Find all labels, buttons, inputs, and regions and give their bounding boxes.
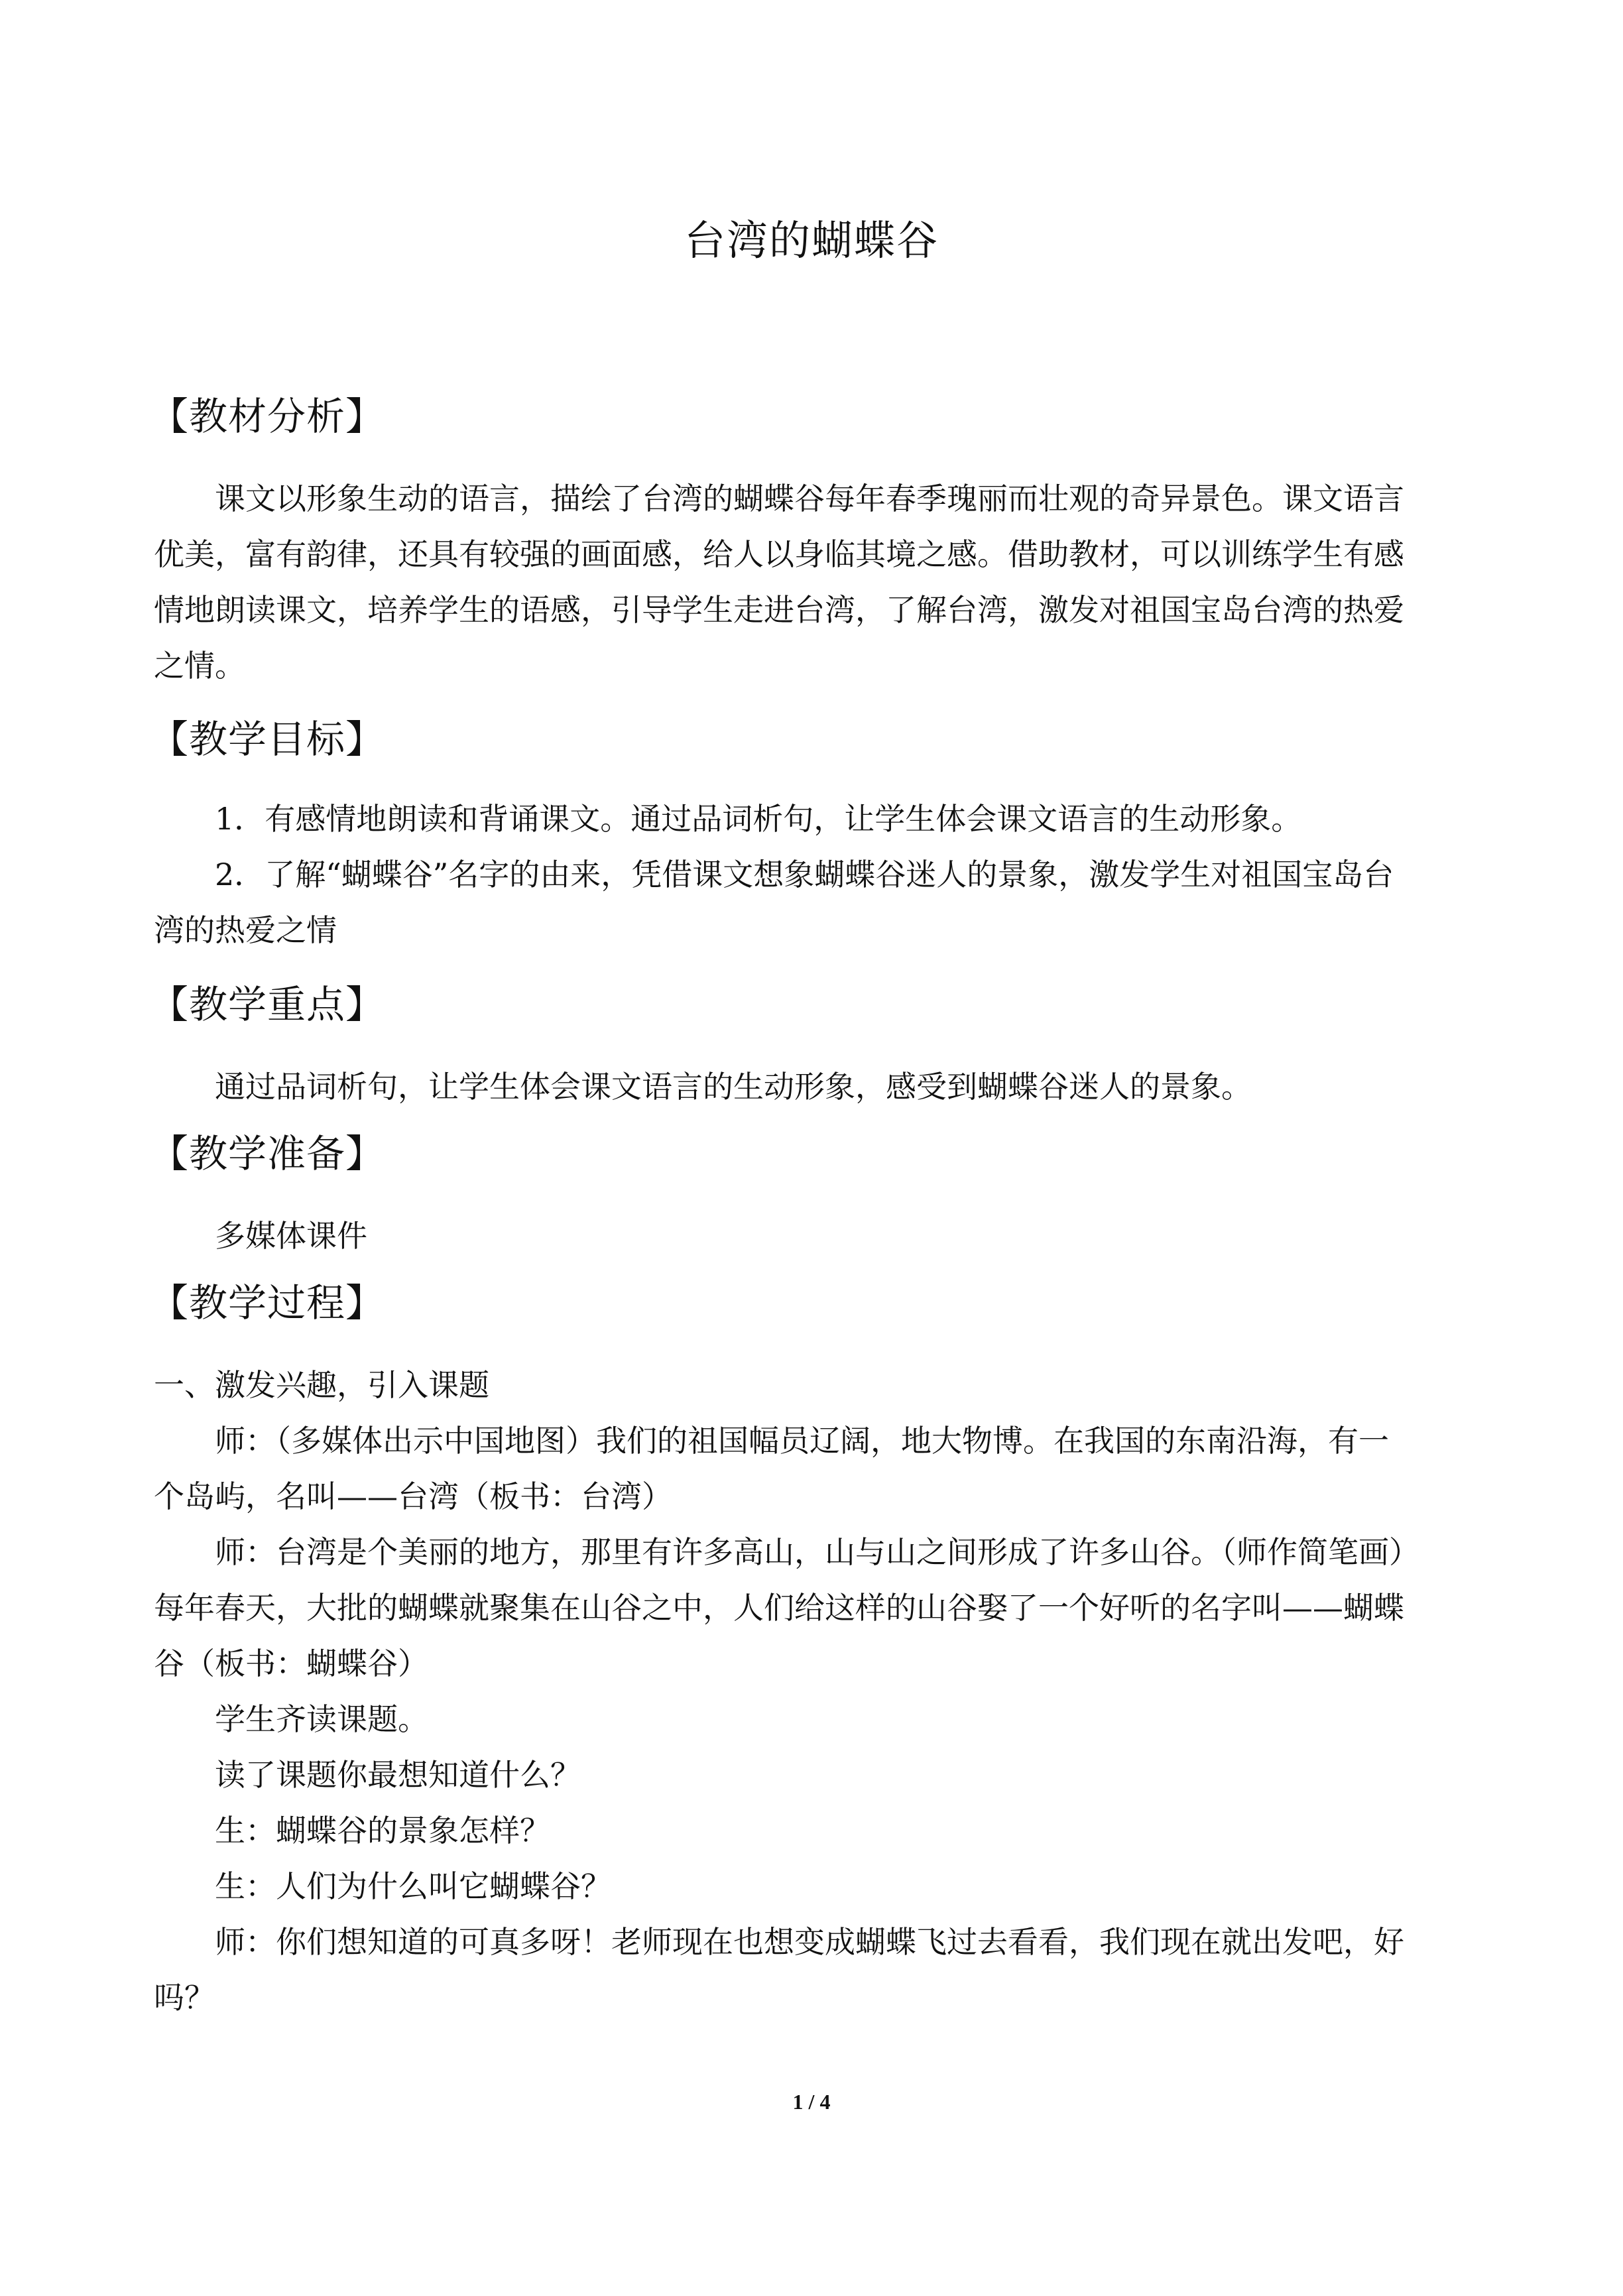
goal-item: 2．了解“蝴蝶谷”名字的由来，凭借课文想象蝴蝶谷迷人的景象，激发学生对祖国宝岛台: [215, 857, 1394, 892]
process-line: 吗？: [154, 1980, 215, 2016]
section-heading-analysis: 【教材分析】: [150, 394, 385, 439]
section-heading-focus: 【教学重点】: [150, 982, 385, 1027]
process-paragraph: [154, 1357, 1471, 2025]
process-line: 谷（板书：蝴蝶谷）: [154, 1646, 428, 1681]
focus-paragraph: [154, 1059, 1471, 1115]
process-line: 师：台湾是个美丽的地方，那里有许多高山，山与山之间形成了许多山谷。（师作简笔画）: [215, 1534, 1419, 1570]
process-line: 生：人们为什么叫它蝴蝶谷？: [215, 1868, 611, 1904]
goals-list: [154, 791, 1471, 958]
process-line: 个岛屿，名叫——台湾（板书：台湾）: [154, 1479, 672, 1514]
process-line: 师：（多媒体出示中国地图）我们的祖国幅员辽阔，地大物博。在我国的东南沿海，有一: [215, 1423, 1389, 1459]
page-number: 1 / 4: [792, 2090, 831, 2114]
process-line: 师：你们想知道的可真多呀！老师现在也想变成蝴蝶飞过去看看，我们现在就出发吧，好: [215, 1924, 1404, 1960]
analysis-line: 情地朗读课文，培养学生的语感，引导学生走进台湾，了解台湾，激发对祖国宝岛台湾的热爱: [154, 592, 1404, 628]
prep-paragraph: [154, 1208, 1471, 1264]
section-heading-goals: 【教学目标】: [150, 717, 385, 762]
prep-line: 多媒体课件: [215, 1218, 367, 1254]
process-line: 读了课题你最想知道什么？: [215, 1757, 581, 1793]
analysis-paragraph: [154, 471, 1471, 694]
process-line: 生：蝴蝶谷的景象怎样？: [215, 1813, 550, 1848]
process-line: 学生齐读课题。: [215, 1701, 428, 1737]
focus-line: 通过品词析句，让学生体会课文语言的生动形象，感受到蝴蝶谷迷人的景象。: [215, 1069, 1252, 1105]
analysis-line: 优美，富有韵律，还具有较强的画面感，给人以身临其境之感。借助教材，可以训练学生有感: [154, 536, 1404, 572]
document-title: 台湾的蝴蝶谷: [684, 216, 939, 265]
analysis-line: 课文以形象生动的语言，描绘了台湾的蝴蝶谷每年春季瑰丽而壮观的奇异景色。课文语言: [215, 481, 1404, 516]
section-heading-prep: 【教学准备】: [150, 1131, 385, 1176]
section-heading-process: 【教学过程】: [150, 1280, 385, 1325]
goal-item-continuation: 湾的热爱之情: [154, 912, 337, 948]
analysis-line: 之情。: [154, 648, 245, 684]
process-subheading: 一、激发兴趣，引入课题: [154, 1367, 489, 1403]
process-line: 每年春天，大批的蝴蝶就聚集在山谷之中，人们给这样的山谷娶了一个好听的名字叫——蝴蝶: [154, 1590, 1404, 1626]
goal-item: 1．有感情地朗读和背诵课文。通过品词析句，让学生体会课文语言的生动形象。: [215, 801, 1302, 837]
